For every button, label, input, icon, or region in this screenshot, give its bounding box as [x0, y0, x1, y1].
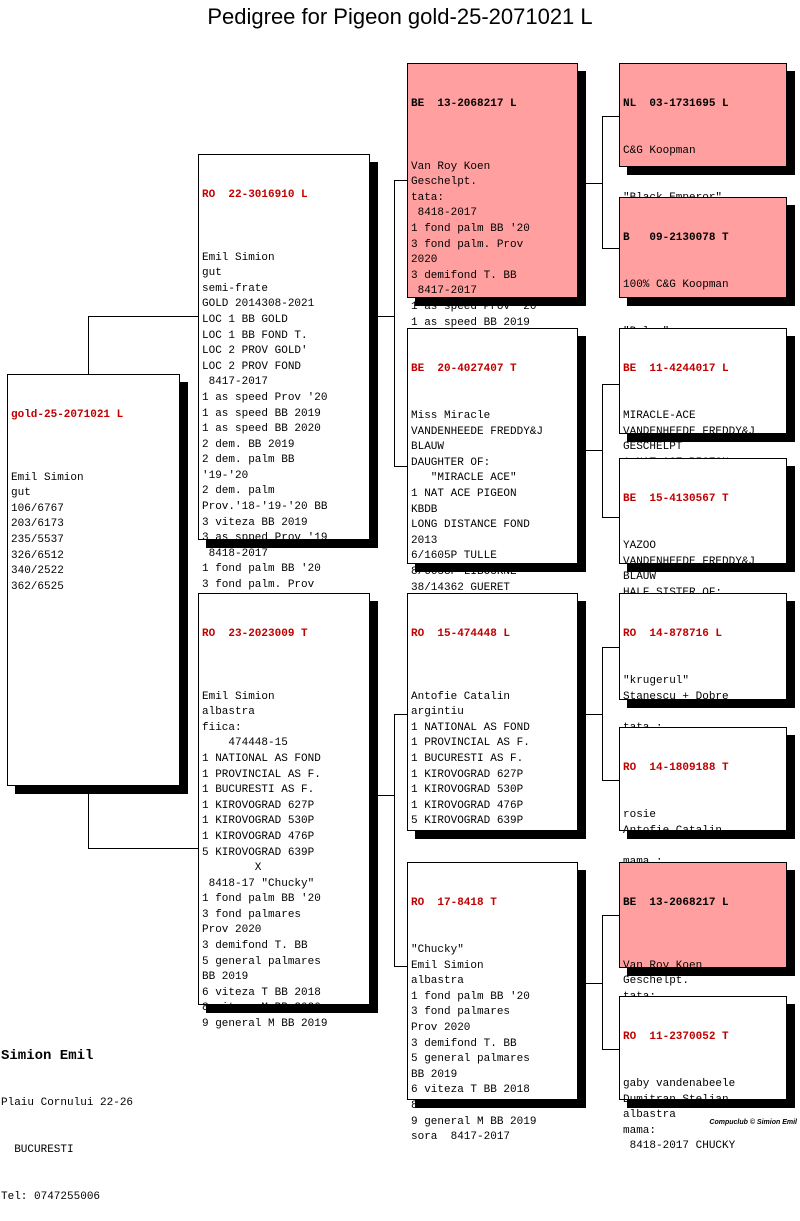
- card-details: "Chucky" Emil Simion albastra 1 fond palm BB '20 3 fond palmares Prov 2020 3 demifond T. BB 5 general palmares BB 2019 6 viteza T BB 2018 8 viteza M BB 2020 9 general M BB 2019 sora 8417-2017: [411, 943, 537, 1144]
- card-details: "krugerul" Stanescu + Dobre: [623, 674, 729, 703]
- owner-address-line2: BUCURESTI: [1, 1144, 74, 1157]
- connector-line: [602, 915, 603, 1049]
- card-details: Van Roy Koen Geschelpt.: [623, 959, 703, 988]
- connector-line: [394, 714, 395, 966]
- ring-number: RO 15-474448 L: [411, 628, 511, 641]
- page-title: Pedigree for Pigeon gold-25-2071021 L: [207, 4, 593, 29]
- connector-line: [602, 647, 603, 780]
- connector-line: [602, 116, 620, 117]
- connector-line: [602, 780, 620, 781]
- card-details: gaby vandenabeele Dumitran Stelian albastra mama: 8418-2017 CHUCKY: [623, 1077, 736, 1153]
- connector-line: [602, 915, 620, 916]
- ring-number: RO 23-2023009 T: [202, 628, 308, 641]
- ring-number: RO 14-878716 L: [623, 628, 723, 641]
- owner-name: Simion Emil: [1, 1048, 94, 1065]
- connector-line: [586, 714, 602, 715]
- ring-number: BE 20-4027407 T: [411, 363, 517, 376]
- pedigree-card-sire-sire-sire[interactable]: [619, 63, 787, 167]
- card-details: 100% C&G Koopman: [623, 278, 729, 291]
- pedigree-card-dam-dam[interactable]: [407, 862, 578, 1144]
- pedigree-card-sire-sire[interactable]: [407, 63, 578, 329]
- ring-number: RO 22-3016910 L: [202, 189, 308, 202]
- card-details: Miss Miracle VANDENHEEDE FREDDY&J BLAUW DAUGHTER OF: "MIRACLE ACE" 1 NAT ACE PIGEON KBDB LONG DISTANCE FOND 2013 6/1605P TULLE 8/6658P LIBOURNE 38/14362 GUERET: [411, 409, 544, 594]
- card-details: rosie Antofie Catalin: [623, 808, 723, 837]
- connector-line: [394, 466, 408, 467]
- ring-number: BE 13-2068217 L: [411, 98, 517, 111]
- ring-number: RO 17-8418 T: [411, 897, 497, 910]
- ring-number: BE 13-2068217 L: [623, 897, 729, 910]
- ring-number: BE 15-4130567 T: [623, 493, 729, 506]
- ring-number: RO 11-2370052 T: [623, 1031, 729, 1044]
- ring-number: NL 03-1731695 L: [623, 98, 729, 111]
- card-details: Emil Simion albastra fiica: 474448-15 1 NATIONAL AS FOND 1 PROVINCIAL AS F. 1 BUCURESTI AS F. 1 KIROVOGRAD 627P 1 KIROVOGRAD 530P 1 KIROVOGRAD 476P 5 KIROVOGRAD 639P X 8418-17 "Chucky" 1 fond palm BB '20 3 fond palmares Prov 2020 3 demifond T. BB 5 general palmares BB 2019 6 viteza T BB 2018 8 viteza M BB 2020 9 general M BB 2019: [202, 690, 328, 1031]
- connector-line: [394, 180, 395, 466]
- pedigree-card-sire[interactable]: [198, 154, 370, 592]
- owner-phone: Tel: 0747255006: [1, 1190, 101, 1203]
- card-details: YAZOO VANDENHEEDE FREDDY&J BLAUW: [623, 539, 756, 584]
- pedigree-card-sire-sire-dam[interactable]: [619, 197, 787, 298]
- software-credit: Compuclub © Simion Emil: [709, 1119, 797, 1126]
- connector-line: [88, 316, 199, 317]
- pedigree-card-subject[interactable]: [7, 374, 180, 786]
- connector-line: [586, 983, 602, 984]
- connector-line: [602, 647, 620, 648]
- ring-number: BE 11-4244017 L: [623, 363, 729, 376]
- connector-line: [602, 384, 603, 517]
- card-details: Antofie Catalin argintiu 1 NATIONAL AS FOND 1 PROVINCIAL AS F. 1 BUCURESTI AS F. 1 KIROVOGRAD 627P 1 KIROVOGRAD 530P 1 KIROVOGRAD 476P 5 KIROVOGRAD 639P: [411, 690, 530, 828]
- owner-address-line1: Plaiu Cornului 22-26: [1, 1097, 134, 1110]
- card-details: MIRACLE-ACE VANDENHEEDE FREDDY&J GESCHELPT: [623, 409, 756, 454]
- pedigree-card-dam-sire[interactable]: [407, 593, 578, 831]
- pedigree-card-dam-dam-sire[interactable]: [619, 862, 787, 988]
- connector-line: [394, 966, 408, 967]
- card-details: Emil Simion gut semi-frate GOLD 2014308-2021 LOC 1 BB GOLD LOC 1 BB FOND T. LOC 2 PROV GOLD' LOC 2 PROV FOND 8417-2017 1 as speed Prov '20 1 as speed BB 2019 1 as speed BB 2020 2 dem. BB 2019 2 dem. palm BB '19-'20 2 dem. palm Prov.'18-'19-'20 BB 3 viteza BB 2019 3 as spped Prov '19 8418-2017 1 fond palm BB '20 3 fond palm. Prov: [202, 251, 328, 592]
- pedigree-card-dam[interactable]: [198, 593, 370, 1031]
- owner-info: [1, 1016, 133, 1221]
- card-details: Van Roy Koen Geschelpt. tata: 8418-2017 1 fond palm BB '20 3 fond palm. Prov 2020 3 demifond T. BB 8417-2017 1 as speed Prov '20 1 as speed BB 2019: [411, 160, 537, 329]
- connector-line: [394, 180, 408, 181]
- connector-line: [602, 1049, 620, 1050]
- connector-line: [88, 786, 89, 848]
- connector-line: [378, 795, 394, 796]
- ring-number: B 09-2130078 T: [623, 232, 729, 245]
- connector-line: [586, 450, 602, 451]
- connector-line: [88, 316, 89, 376]
- pedigree-card-dam-sire-dam[interactable]: [619, 727, 787, 837]
- card-details: C&G Koopman: [623, 144, 696, 157]
- pedigree-card-sire-dam[interactable]: [407, 328, 578, 594]
- ring-number: gold-25-2071021 L: [11, 409, 124, 422]
- connector-line: [394, 714, 408, 715]
- card-details: Emil Simion gut 106/6767 203/6173 235/5537 326/6512 340/2522 362/6525: [11, 471, 84, 593]
- connector-line: [88, 848, 199, 849]
- connector-line: [602, 517, 620, 518]
- ring-number: RO 14-1809188 T: [623, 762, 729, 775]
- connector-line: [602, 248, 620, 249]
- connector-line: [602, 116, 603, 248]
- pedigree-card-sire-dam-dam[interactable]: [619, 458, 787, 584]
- pedigree-card-sire-dam-sire[interactable]: [619, 328, 787, 454]
- connector-line: [586, 183, 602, 184]
- connector-line: [602, 384, 620, 385]
- pedigree-card-dam-sire-sire[interactable]: [619, 593, 787, 703]
- connector-line: [378, 316, 394, 317]
